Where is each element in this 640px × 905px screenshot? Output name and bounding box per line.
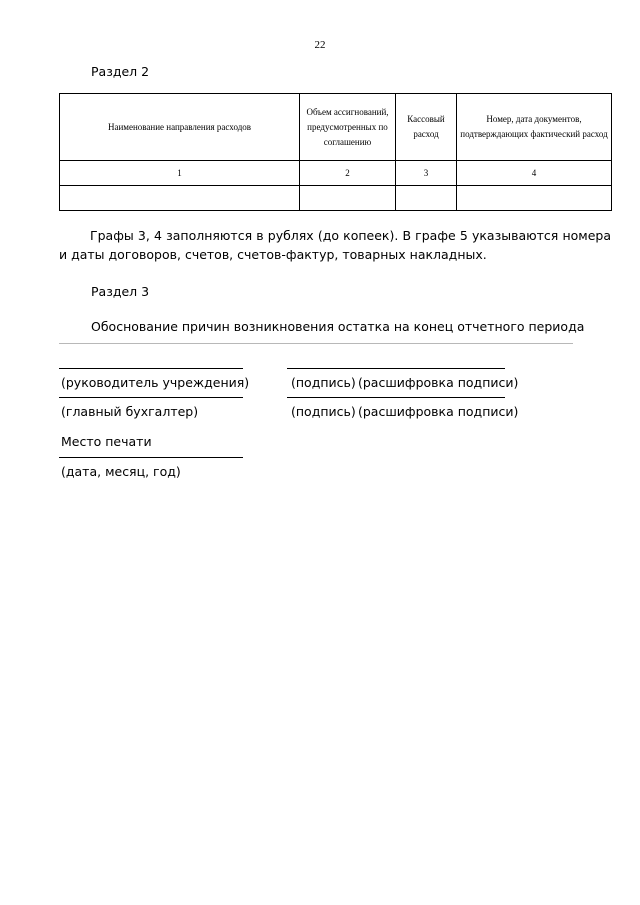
table-cell (457, 186, 612, 211)
header-cell-allocations: Объем ассигнований, предусмотренных по соглашению (300, 94, 396, 161)
date-label: (дата, месяц, год) (61, 464, 181, 479)
header-cell-direction: Наименование направления расходов (60, 94, 300, 161)
accountant-decode-label: (расшифровка подписи) (358, 404, 519, 419)
head-signature-line (59, 368, 243, 369)
header-cell-documents: Номер, дата документов, подтверждающих фактический расход (457, 94, 612, 161)
page-number: 22 (314, 39, 326, 51)
accountant-sign-label: (подпись) (291, 404, 356, 419)
stamp-label: Место печати (61, 434, 152, 449)
section-3-title: Раздел 3 (91, 284, 150, 299)
head-sign-decode-line (287, 368, 505, 369)
table-cell (60, 186, 300, 211)
table-number-row (60, 161, 612, 186)
table-cell (396, 186, 457, 211)
accountant-signature-line (59, 397, 243, 398)
date-line (59, 457, 243, 458)
head-label: (руководитель учреждения) (61, 375, 250, 390)
accountant-label: (главный бухгалтер) (61, 404, 199, 419)
column-number-cell: 4 (457, 161, 612, 186)
section-2-note: Графы 3, 4 заполняются в рублях (до копеек). В графе 5 указываются номера и даты договоров, счетов, счетов-фактур, товарных накладных. (59, 228, 611, 262)
section-2-table (59, 93, 612, 211)
table-row (60, 186, 612, 211)
head-sign-label: (подпись) (291, 375, 356, 390)
justification-label: Обоснование причин возникновения остатка на конец отчетного периода (91, 319, 585, 334)
head-decode-label: (расшифровка подписи) (358, 375, 519, 390)
table-cell (300, 186, 396, 211)
column-number-cell: 2 (300, 161, 396, 186)
header-cell-cash-expense: Кассовый расход (396, 94, 457, 161)
column-number-cell: 3 (396, 161, 457, 186)
table-header-row (60, 94, 612, 161)
section-2-title: Раздел 2 (91, 64, 150, 79)
accountant-sign-decode-line (287, 397, 505, 398)
justification-line (59, 343, 573, 344)
column-number-cell: 1 (60, 161, 300, 186)
